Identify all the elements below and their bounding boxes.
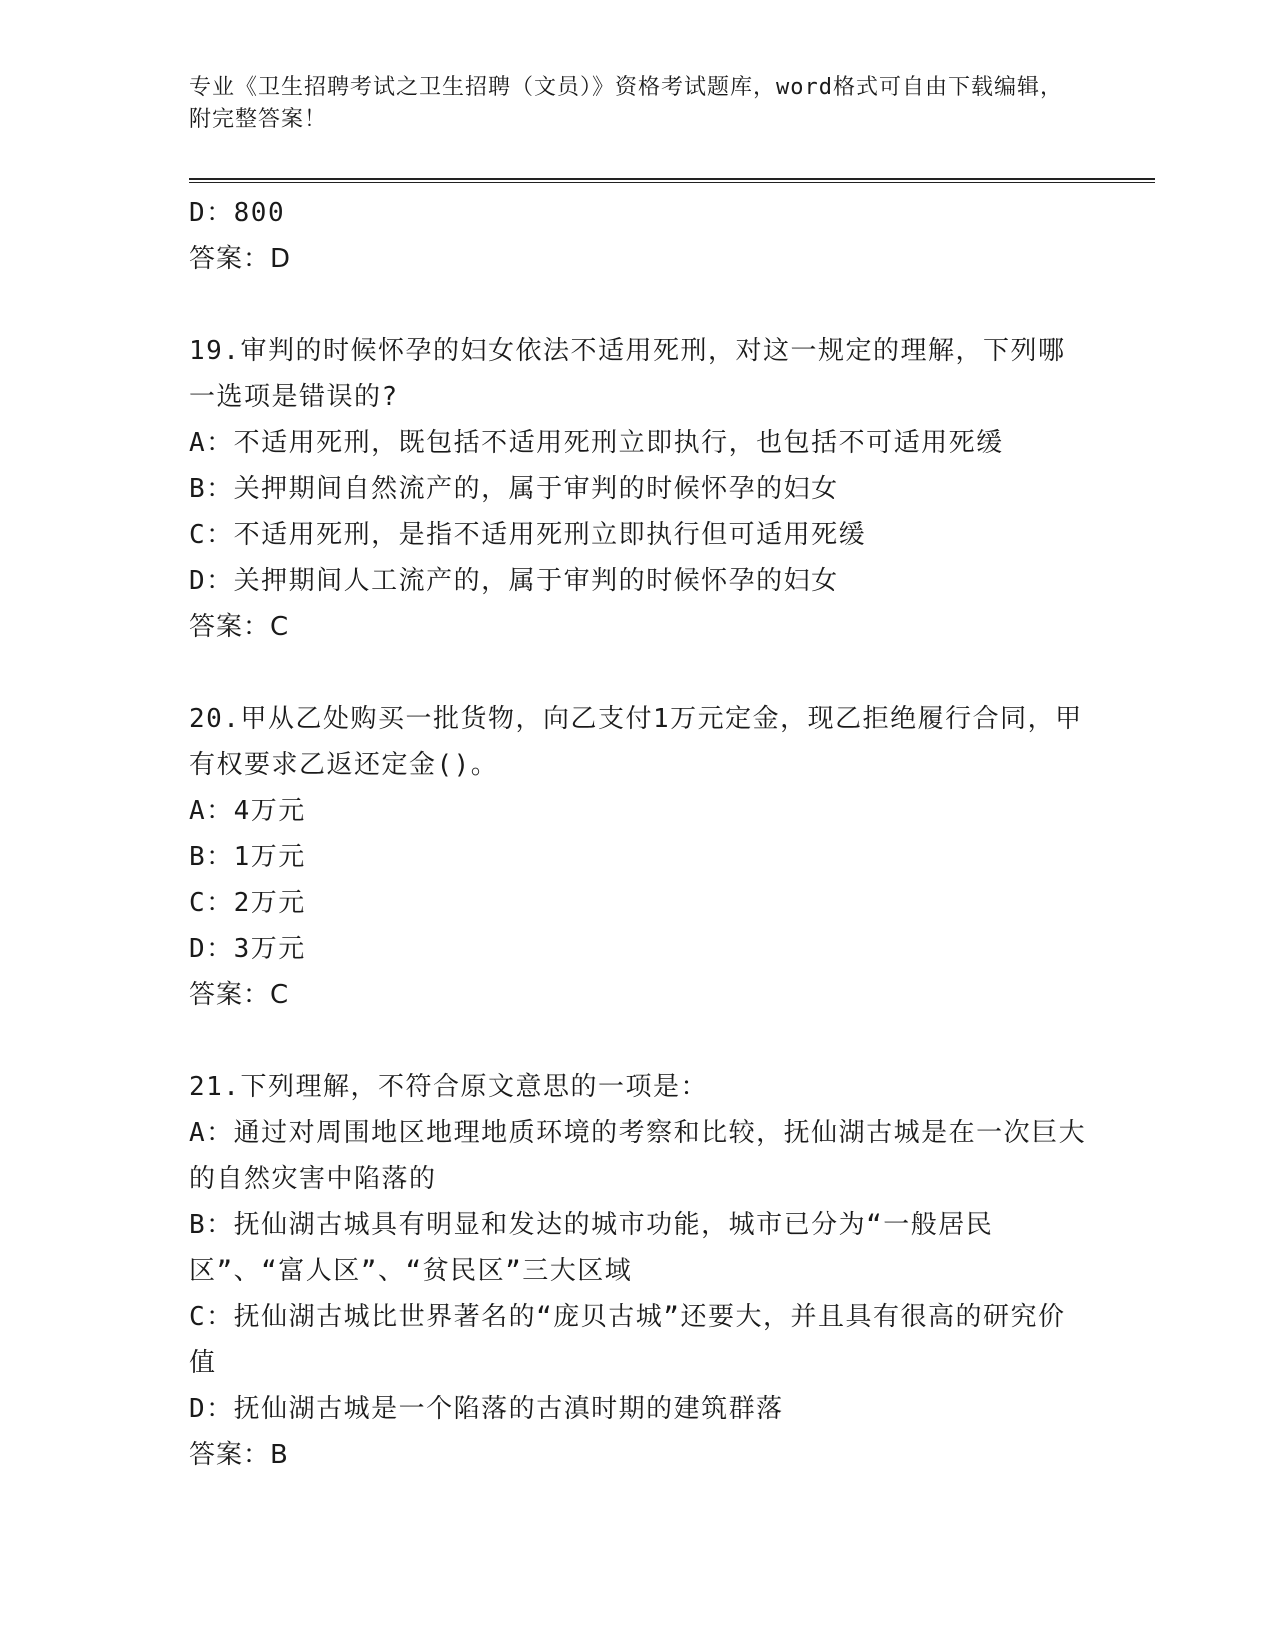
answer-line: 答案：C bbox=[189, 980, 290, 1010]
question-block bbox=[189, 328, 1089, 650]
header-divider bbox=[189, 178, 1155, 183]
option-d: D：3万元 bbox=[189, 934, 306, 964]
option-a: A：不适用死刑，既包括不适用死刑立即执行，也包括不可适用死缓 bbox=[189, 428, 1004, 458]
option-a: A：4万元 bbox=[189, 796, 306, 826]
spacer bbox=[189, 650, 1089, 696]
question-block bbox=[189, 1064, 1089, 1478]
option-c: C：抚仙湖古城比世界著名的“庞贝古城”还要大，并且具有很高的研究价值 bbox=[189, 1302, 1066, 1378]
question-stem: 21.下列理解，不符合原文意思的一项是： bbox=[189, 1072, 708, 1102]
question-stem: 20.甲从乙处购买一批货物，向乙支付1万元定金，现乙拒绝履行合同，甲有权要求乙返还定金()。 bbox=[189, 704, 1083, 780]
option-c: C：不适用死刑，是指不适用死刑立即执行但可适用死缓 bbox=[189, 520, 867, 550]
option-a: A：通过对周围地区地理地质环境的考察和比较，抚仙湖古城是在一次巨大的自然灾害中陷落的 bbox=[189, 1118, 1087, 1194]
option-d: D：关押期间人工流产的，属于审判的时候怀孕的妇女 bbox=[189, 566, 839, 596]
answer-line: 答案：B bbox=[189, 1440, 289, 1470]
spacer bbox=[189, 282, 1089, 328]
option-c: C：2万元 bbox=[189, 888, 306, 918]
option-d: D：800 bbox=[189, 198, 286, 228]
question-content bbox=[189, 190, 1089, 1478]
option-d: D：抚仙湖古城是一个陷落的古滇时期的建筑群落 bbox=[189, 1394, 784, 1424]
option-b: B：抚仙湖古城具有明显和发达的城市功能，城市已分为“一般居民区”、“富人区”、“贫民区”三大区域 bbox=[189, 1210, 994, 1286]
document-header: 专业《卫生招聘考试之卫生招聘（文员）》资格考试题库，word格式可自由下载编辑，附完整答案！ bbox=[189, 75, 1063, 132]
question-block bbox=[189, 696, 1089, 1018]
answer-line: 答案：C bbox=[189, 612, 290, 642]
question-stem: 19.审判的时候怀孕的妇女依法不适用死刑，对这一规定的理解，下列哪一选项是错误的? bbox=[189, 336, 1066, 412]
answer-line: 答案：D bbox=[189, 244, 292, 274]
option-b: B：1万元 bbox=[189, 842, 306, 872]
option-b: B：关押期间自然流产的，属于审判的时候怀孕的妇女 bbox=[189, 474, 839, 504]
spacer bbox=[189, 1018, 1089, 1064]
